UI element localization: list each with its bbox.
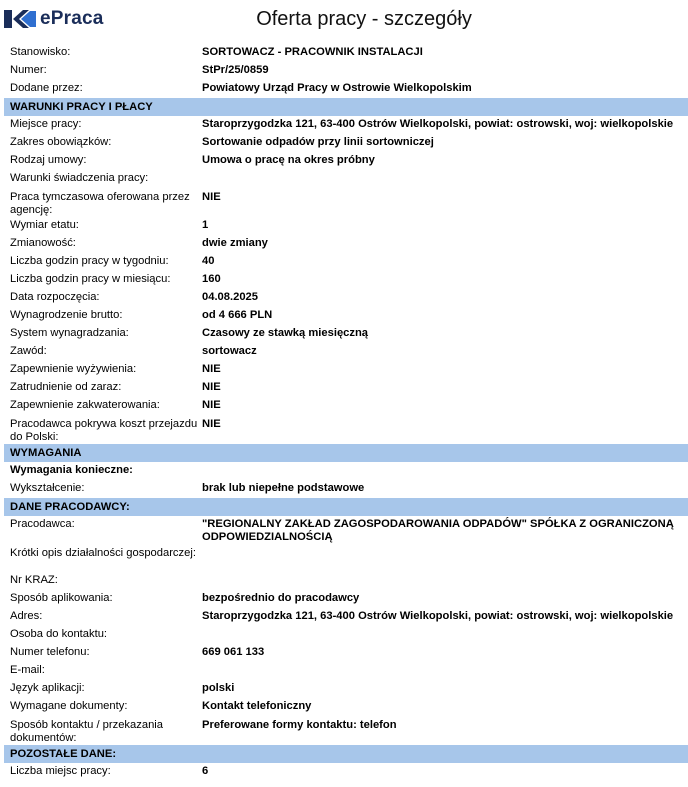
detail-label: Pracodawca pokrywa koszt przejazdu do Polski: bbox=[10, 418, 198, 443]
offer-details bbox=[4, 44, 688, 781]
detail-value: Powiatowy Urząd Pracy w Ostrowie Wielkopolskim bbox=[202, 82, 472, 94]
detail-label: Warunki świadczenia pracy: bbox=[10, 172, 149, 184]
detail-row bbox=[4, 397, 688, 415]
detail-row bbox=[4, 379, 688, 397]
warunki-rows bbox=[4, 116, 688, 444]
requirements-subheading bbox=[4, 462, 688, 480]
detail-label: Dodane przez: bbox=[10, 82, 83, 94]
detail-label: Pracodawca: bbox=[10, 518, 75, 530]
detail-row bbox=[4, 188, 688, 217]
detail-value bbox=[202, 170, 688, 172]
pracodawca-rows bbox=[4, 516, 688, 745]
detail-label: Zakres obowiązków: bbox=[10, 136, 112, 148]
detail-value: 6 bbox=[202, 765, 209, 777]
detail-label: Zmianowość: bbox=[10, 237, 76, 249]
detail-row bbox=[4, 80, 688, 98]
detail-value: 04.08.2025 bbox=[202, 291, 258, 303]
detail-label: Rodzaj umowy: bbox=[10, 154, 87, 166]
header bbox=[0, 0, 688, 40]
page-title: Oferta pracy - szczegóły bbox=[256, 8, 472, 30]
detail-value: 1 bbox=[202, 219, 209, 231]
detail-value: brak lub niepełne podstawowe bbox=[202, 482, 365, 494]
detail-label: Liczba godzin pracy w miesiącu: bbox=[10, 273, 171, 285]
detail-label: Liczba miejsc pracy: bbox=[10, 765, 111, 777]
section-header-wymagania: WYMAGANIA bbox=[4, 444, 688, 462]
detail-value: NIE bbox=[202, 418, 221, 430]
detail-label: Sposób kontaktu / przekazania dokumentów: bbox=[10, 719, 163, 744]
pozostale-rows bbox=[4, 763, 688, 781]
detail-value bbox=[202, 572, 688, 574]
detail-value: NIE bbox=[202, 363, 221, 375]
detail-label: Liczba godzin pracy w tygodniu: bbox=[10, 255, 169, 267]
detail-label: Zapewnienie zakwaterowania: bbox=[10, 399, 160, 411]
logo-text: ePraca bbox=[40, 8, 104, 29]
detail-label: Numer telefonu: bbox=[10, 646, 90, 658]
detail-label: Numer: bbox=[10, 64, 47, 76]
detail-label: Data rozpoczęcia: bbox=[10, 291, 100, 303]
detail-label: Zapewnienie wyżywienia: bbox=[10, 363, 137, 375]
detail-row bbox=[4, 361, 688, 379]
detail-row bbox=[4, 116, 688, 134]
detail-row bbox=[4, 480, 688, 498]
detail-label: Wynagrodzenie brutto: bbox=[10, 309, 123, 321]
detail-row bbox=[4, 680, 688, 698]
detail-value: Sortowanie odpadów przy linii sortowniczej bbox=[202, 136, 434, 148]
detail-value: 40 bbox=[202, 255, 215, 267]
wymagania-rows bbox=[4, 480, 688, 498]
detail-value: Czasowy ze stawką miesięczną bbox=[202, 327, 369, 339]
detail-value: polski bbox=[202, 682, 235, 694]
detail-value: od 4 666 PLN bbox=[202, 309, 273, 321]
detail-row bbox=[4, 217, 688, 235]
detail-row bbox=[4, 590, 688, 608]
detail-value: NIE bbox=[202, 381, 221, 393]
detail-row bbox=[4, 235, 688, 253]
detail-label: Osoba do kontaktu: bbox=[10, 628, 108, 640]
detail-label: Język aplikacji: bbox=[10, 682, 85, 694]
detail-row bbox=[4, 544, 688, 572]
detail-value bbox=[202, 662, 688, 664]
detail-label: Praca tymczasowa oferowana przez agencję: bbox=[10, 191, 190, 216]
detail-row bbox=[4, 62, 688, 80]
detail-value: dwie zmiany bbox=[202, 237, 268, 249]
detail-value: SORTOWACZ - PRACOWNIK INSTALACJI bbox=[202, 46, 423, 58]
detail-value: Umowa o pracę na okres próbny bbox=[202, 154, 375, 166]
detail-value: StPr/25/0859 bbox=[202, 64, 269, 76]
section-header-warunki: WARUNKI PRACY I PŁACY bbox=[4, 98, 688, 116]
detail-row bbox=[4, 152, 688, 170]
detail-row bbox=[4, 698, 688, 716]
detail-row bbox=[4, 763, 688, 781]
detail-row bbox=[4, 44, 688, 62]
detail-label: Wymiar etatu: bbox=[10, 219, 79, 231]
detail-row bbox=[4, 325, 688, 343]
detail-value: sortowacz bbox=[202, 345, 257, 357]
detail-value: 160 bbox=[202, 273, 221, 285]
detail-value: Kontakt telefoniczny bbox=[202, 700, 312, 712]
detail-value: bezpośrednio do pracodawcy bbox=[202, 592, 360, 604]
detail-label: Krótki opis działalności gospodarczej: bbox=[10, 547, 196, 559]
detail-row bbox=[4, 415, 688, 444]
detail-label: E-mail: bbox=[10, 664, 45, 676]
detail-value: Staroprzygodzka 121, 63-400 Ostrów Wielkopolski, powiat: ostrowski, woj: wielkopolskie bbox=[202, 118, 674, 130]
detail-row bbox=[4, 170, 688, 188]
detail-value: NIE bbox=[202, 191, 221, 203]
detail-value bbox=[202, 544, 688, 547]
detail-label: Wymagane dokumenty: bbox=[10, 700, 128, 712]
detail-value: NIE bbox=[202, 399, 221, 411]
section-header-pozostale: POZOSTAŁE DANE: bbox=[4, 745, 688, 763]
detail-row bbox=[4, 608, 688, 626]
detail-row bbox=[4, 271, 688, 289]
detail-label: Adres: bbox=[10, 610, 43, 622]
detail-value: "REGIONALNY ZAKŁAD ZAGOSPODAROWANIA ODPADÓW" SPÓŁKA Z OGRANICZONĄ ODPOWIEDZIALNOŚCIĄ bbox=[202, 518, 674, 543]
section-header-pracodawca: DANE PRACODAWCY: bbox=[4, 498, 688, 516]
detail-row bbox=[4, 289, 688, 307]
detail-row bbox=[4, 253, 688, 271]
detail-row bbox=[4, 626, 688, 644]
top-rows bbox=[4, 44, 688, 98]
detail-row bbox=[4, 343, 688, 361]
detail-label: Miejsce pracy: bbox=[10, 118, 82, 130]
detail-label: System wynagradzania: bbox=[10, 327, 129, 339]
detail-row bbox=[4, 716, 688, 745]
detail-label: Zatrudnienie od zaraz: bbox=[10, 381, 122, 393]
detail-label: Zawód: bbox=[10, 345, 47, 357]
detail-label: Nr KRAZ: bbox=[10, 574, 58, 586]
requirements-subheading-label: Wymagania konieczne: bbox=[10, 464, 133, 476]
detail-label: Stanowisko: bbox=[10, 46, 71, 58]
detail-row bbox=[4, 662, 688, 680]
detail-label: Sposób aplikowania: bbox=[10, 592, 113, 604]
detail-value: 669 061 133 bbox=[202, 646, 265, 658]
detail-row bbox=[4, 572, 688, 590]
detail-row bbox=[4, 644, 688, 662]
detail-label: Wykształcenie: bbox=[10, 482, 85, 494]
detail-value bbox=[202, 626, 688, 628]
detail-row bbox=[4, 134, 688, 152]
detail-row bbox=[4, 516, 688, 544]
detail-value: Preferowane formy kontaktu: telefon bbox=[202, 719, 397, 731]
detail-value: Staroprzygodzka 121, 63-400 Ostrów Wielkopolski, powiat: ostrowski, woj: wielkopolskie bbox=[202, 610, 674, 622]
detail-row bbox=[4, 307, 688, 325]
